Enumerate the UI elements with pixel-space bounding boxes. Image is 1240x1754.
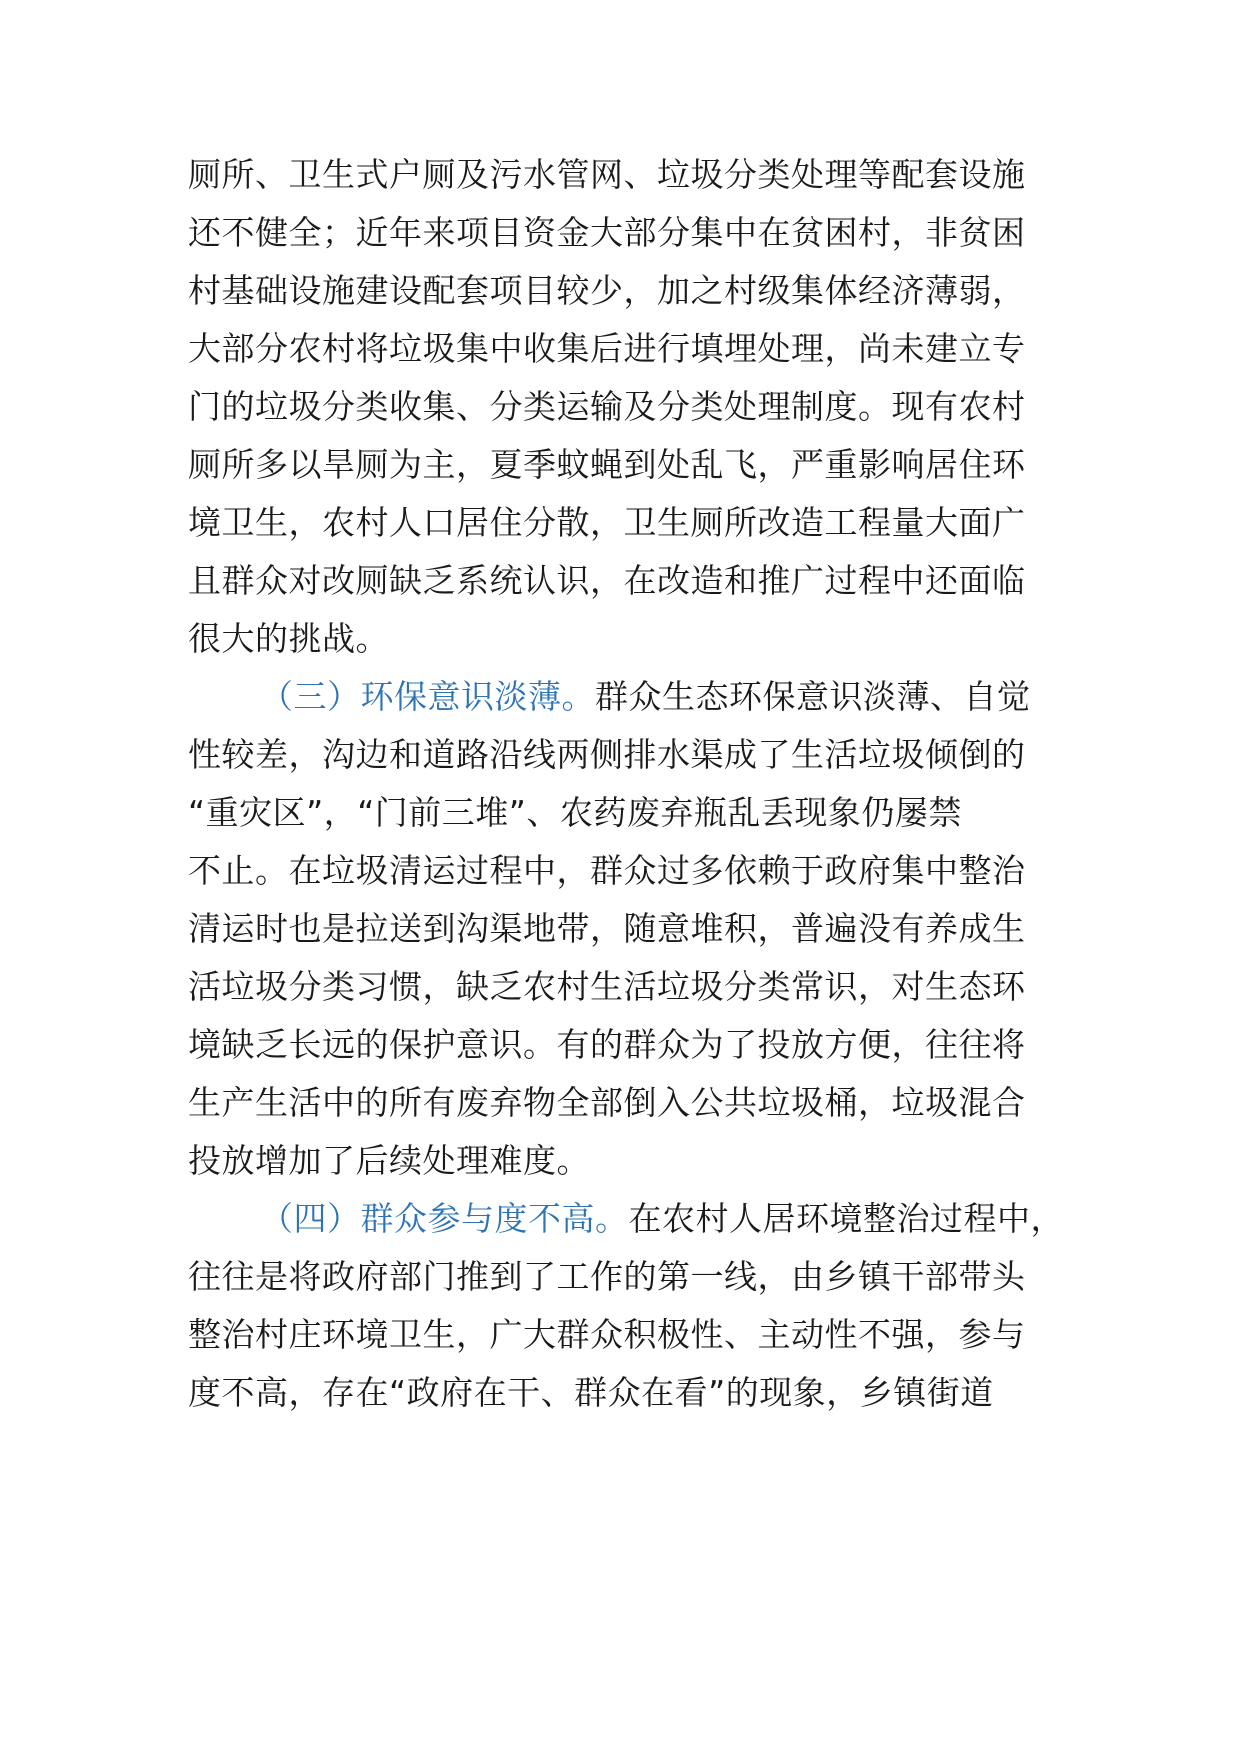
section-3-heading: （三）环保意识淡薄。 <box>260 677 595 716</box>
paragraph-line: 且群众对改厕缺乏系统认识，在改造和推广过程中还面临 <box>188 561 1026 600</box>
paragraph-line: 境缺乏长远的保护意识。有的群众为了投放方便，往往将 <box>188 1025 1026 1064</box>
paragraph-line: 投放增加了后续处理难度。 <box>188 1141 590 1180</box>
paragraph-line: 清运时也是拉送到沟渠地带，随意堆积，普遍没有养成生 <box>188 909 1026 948</box>
section-4-first-line <box>260 1199 1160 1239</box>
paragraph-line: 生产生活中的所有废弃物全部倒入公共垃圾桶，垃圾混合 <box>188 1083 1026 1122</box>
paragraph-line: 很大的挑战。 <box>188 619 389 658</box>
paragraph-line: 性较差，沟边和道路沿线两侧排水渠成了生活垃圾倾倒的 <box>188 735 1026 774</box>
section-3-first-line-text: 群众生态环保意识淡薄、自觉 <box>595 677 1031 716</box>
paragraph-line: 整治村庄环境卫生，广大群众积极性、主动性不强，参与 <box>188 1315 1026 1354</box>
paragraph-line: 不止。在垃圾清运过程中，群众过多依赖于政府集中整治 <box>188 851 1026 890</box>
paragraph-line: 厕所、卫生式户厕及污水管网、垃圾分类处理等配套设施 <box>188 155 1026 194</box>
paragraph-line: 门的垃圾分类收集、分类运输及分类处理制度。现有农村 <box>188 387 1026 426</box>
paragraph-line: 境卫生，农村人口居住分散，卫生厕所改造工程量大面广 <box>188 503 1026 542</box>
paragraph-line: 厕所多以旱厕为主，夏季蚊蝇到处乱飞，严重影响居住环 <box>188 445 1026 484</box>
section-4-first-line-text: 在农村人居环境整治过程中， <box>628 1199 1064 1238</box>
paragraph-line: 还不健全；近年来项目资金大部分集中在贫困村，非贫困 <box>188 213 1026 252</box>
paragraph-line: 往往是将政府部门推到了工作的第一线，由乡镇干部带头 <box>188 1257 1026 1296</box>
paragraph-line: 大部分农村将垃圾集中收集后进行填埋处理，尚未建立专 <box>188 329 1026 368</box>
paragraph-line: 村基础设施建设配套项目较少，加之村级集体经济薄弱， <box>188 271 1026 310</box>
paragraph-line: 活垃圾分类习惯，缺乏农村生活垃圾分类常识，对生态环 <box>188 967 1026 1006</box>
paragraph-line: “重灾区”，“门前三堆”、农药废弃瓶乱丢现象仍屡禁 <box>188 793 962 832</box>
paragraph-line: 度不高，存在“政府在干、群众在看”的现象，乡镇街道 <box>188 1373 994 1412</box>
section-3-first-line <box>260 677 1160 717</box>
section-4-heading: （四）群众参与度不高。 <box>260 1199 629 1238</box>
